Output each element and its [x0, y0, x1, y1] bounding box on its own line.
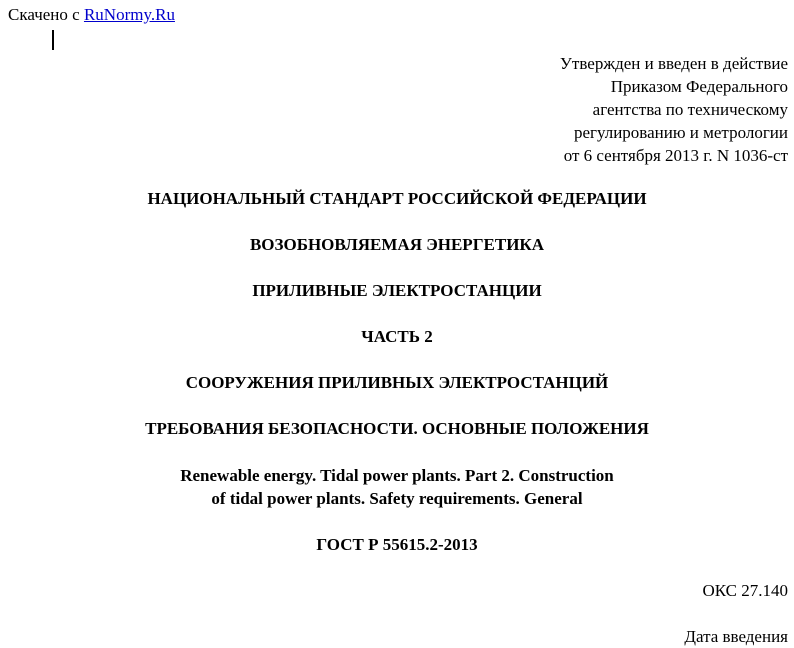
- structures-heading: СООРУЖЕНИЯ ПРИЛИВНЫХ ЭЛЕКТРОСТАНЦИЙ: [185, 373, 609, 392]
- source-prefix: Скачено с: [8, 5, 84, 24]
- source-line: [8, 5, 175, 25]
- intro-date-label: Дата введения: [684, 627, 788, 646]
- safety-requirements-heading: ТРЕБОВАНИЯ БЕЗОПАСНОСТИ. ОСНОВНЫЕ ПОЛОЖЕНИЯ: [145, 419, 649, 438]
- part-heading: ЧАСТЬ 2: [361, 327, 433, 346]
- national-standard-heading: НАЦИОНАЛЬНЫЙ СТАНДАРТ РОССИЙСКОЙ ФЕДЕРАЦИИ: [147, 189, 647, 208]
- approval-block: [560, 52, 788, 167]
- approval-line: Приказом Федерального: [610, 77, 788, 96]
- approval-line: от 6 сентября 2013 г. N 1036-ст: [563, 146, 788, 165]
- approval-line: регулированию и метрологии: [573, 123, 788, 142]
- tidal-plants-heading: ПРИЛИВНЫЕ ЭЛЕКТРОСТАНЦИИ: [252, 281, 542, 300]
- oks-code: ОКС 27.140: [702, 581, 788, 600]
- english-title-line: of tidal power plants. Safety requirements. General: [211, 489, 583, 508]
- renewable-energy-heading: ВОЗОБНОВЛЯЕМАЯ ЭНЕРГЕТИКА: [249, 235, 545, 254]
- runormy-link[interactable]: RuNormy.Ru: [83, 5, 175, 24]
- english-title-line: Renewable energy. Tidal power plants. Part 2. Construction: [180, 466, 614, 485]
- gost-number: ГОСТ Р 55615.2-2013: [316, 535, 478, 554]
- approval-line: Утвержден и введен в действие: [559, 54, 788, 73]
- approval-line: агентства по техническому: [592, 100, 788, 119]
- english-title: [0, 464, 794, 510]
- text-cursor: [52, 30, 54, 50]
